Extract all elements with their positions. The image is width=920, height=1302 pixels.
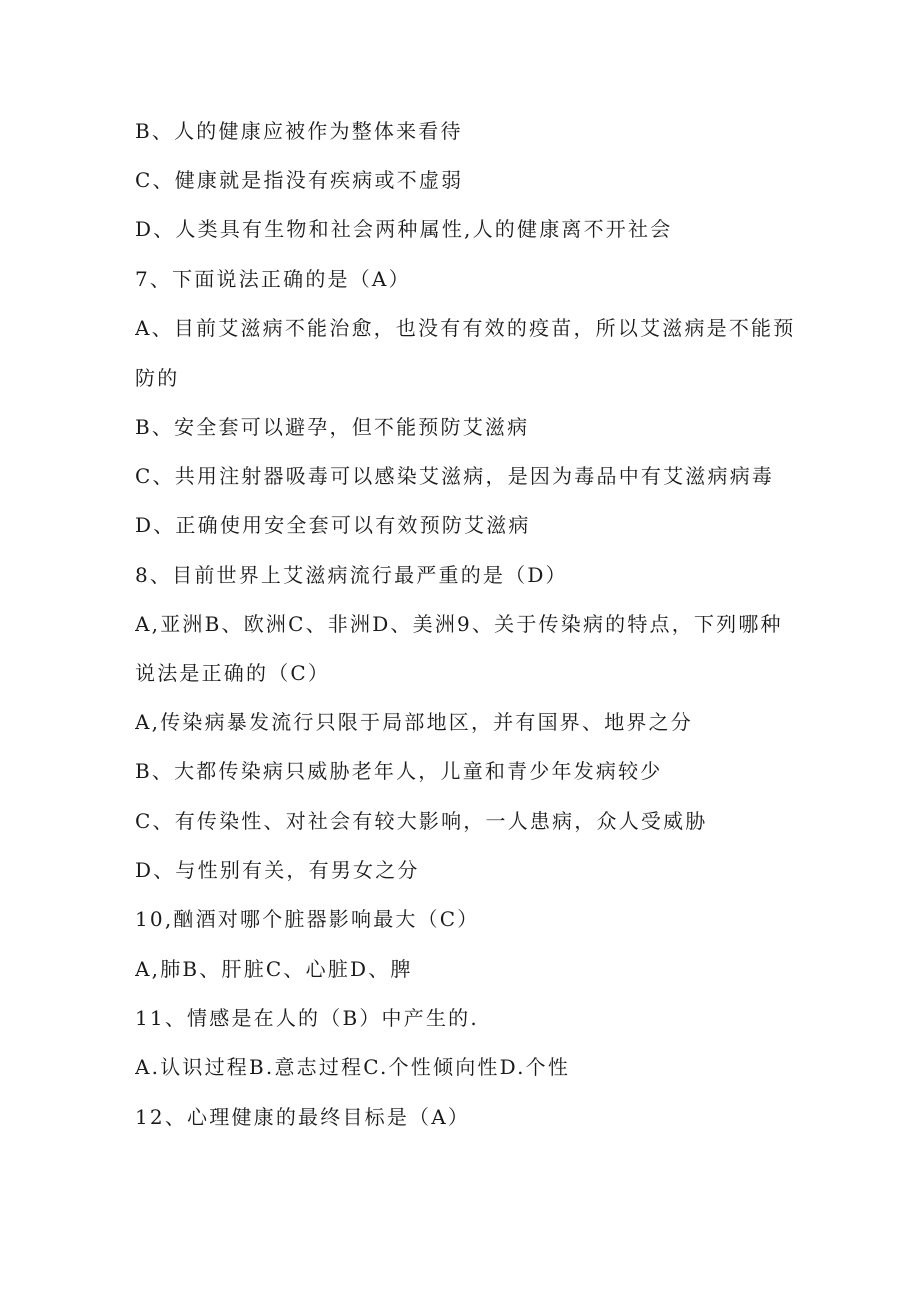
- question-7: 7、下面说法正确的是（A）: [135, 267, 411, 291]
- q11-options: A.认识过程B.意志过程C.个性倾向性D.个性: [135, 1055, 571, 1079]
- question-9-continued: 说法是正确的（C）: [135, 661, 331, 685]
- q7-option-c: C、共用注射器吸毒可以感染艾滋病，是因为毒品中有艾滋病病毒: [135, 464, 775, 488]
- q9-option-d: D、与性别有关，有男女之分: [135, 858, 420, 882]
- q10-options: A,肺B、肝脏C、心脏D、脾: [135, 957, 413, 981]
- option-d-social-attribute: D、人类具有生物和社会两种属性,人的健康离不开社会: [135, 217, 673, 241]
- option-c-no-disease: C、健康就是指没有疾病或不虚弱: [135, 168, 464, 192]
- q7-option-d: D、正确使用安全套可以有效预防艾滋病: [135, 513, 531, 537]
- question-10: 10,酗酒对哪个脏器影响最大（C）: [135, 907, 480, 931]
- q9-option-c: C、有传染性、对社会有较大影响，一人患病，众人受威胁: [135, 809, 708, 833]
- question-11: 11、情感是在人的（B）中产生的.: [135, 1006, 479, 1030]
- question-8: 8、目前世界上艾滋病流行最严重的是（D）: [135, 563, 568, 587]
- q9-option-b: B、大都传染病只威胁老年人，儿童和青少年发病较少: [135, 759, 663, 783]
- q8-options-and-question-9: A,亚洲B、欧洲C、非洲D、美洲9、关于传染病的特点，下列哪种: [135, 612, 783, 636]
- q7-option-a-continued: 防的: [135, 366, 180, 390]
- q7-option-b: B、安全套可以避孕，但不能预防艾滋病: [135, 415, 530, 439]
- q9-option-a: A,传染病暴发流行只限于局部地区，并有国界、地界之分: [135, 710, 694, 734]
- question-12: 12、心理健康的最终目标是（A）: [135, 1105, 471, 1129]
- option-b-health-whole: B、人的健康应被作为整体来看待: [135, 119, 463, 143]
- q7-option-a: A、目前艾滋病不能治愈，也没有有效的疫苗，所以艾滋病是不能预: [135, 316, 796, 340]
